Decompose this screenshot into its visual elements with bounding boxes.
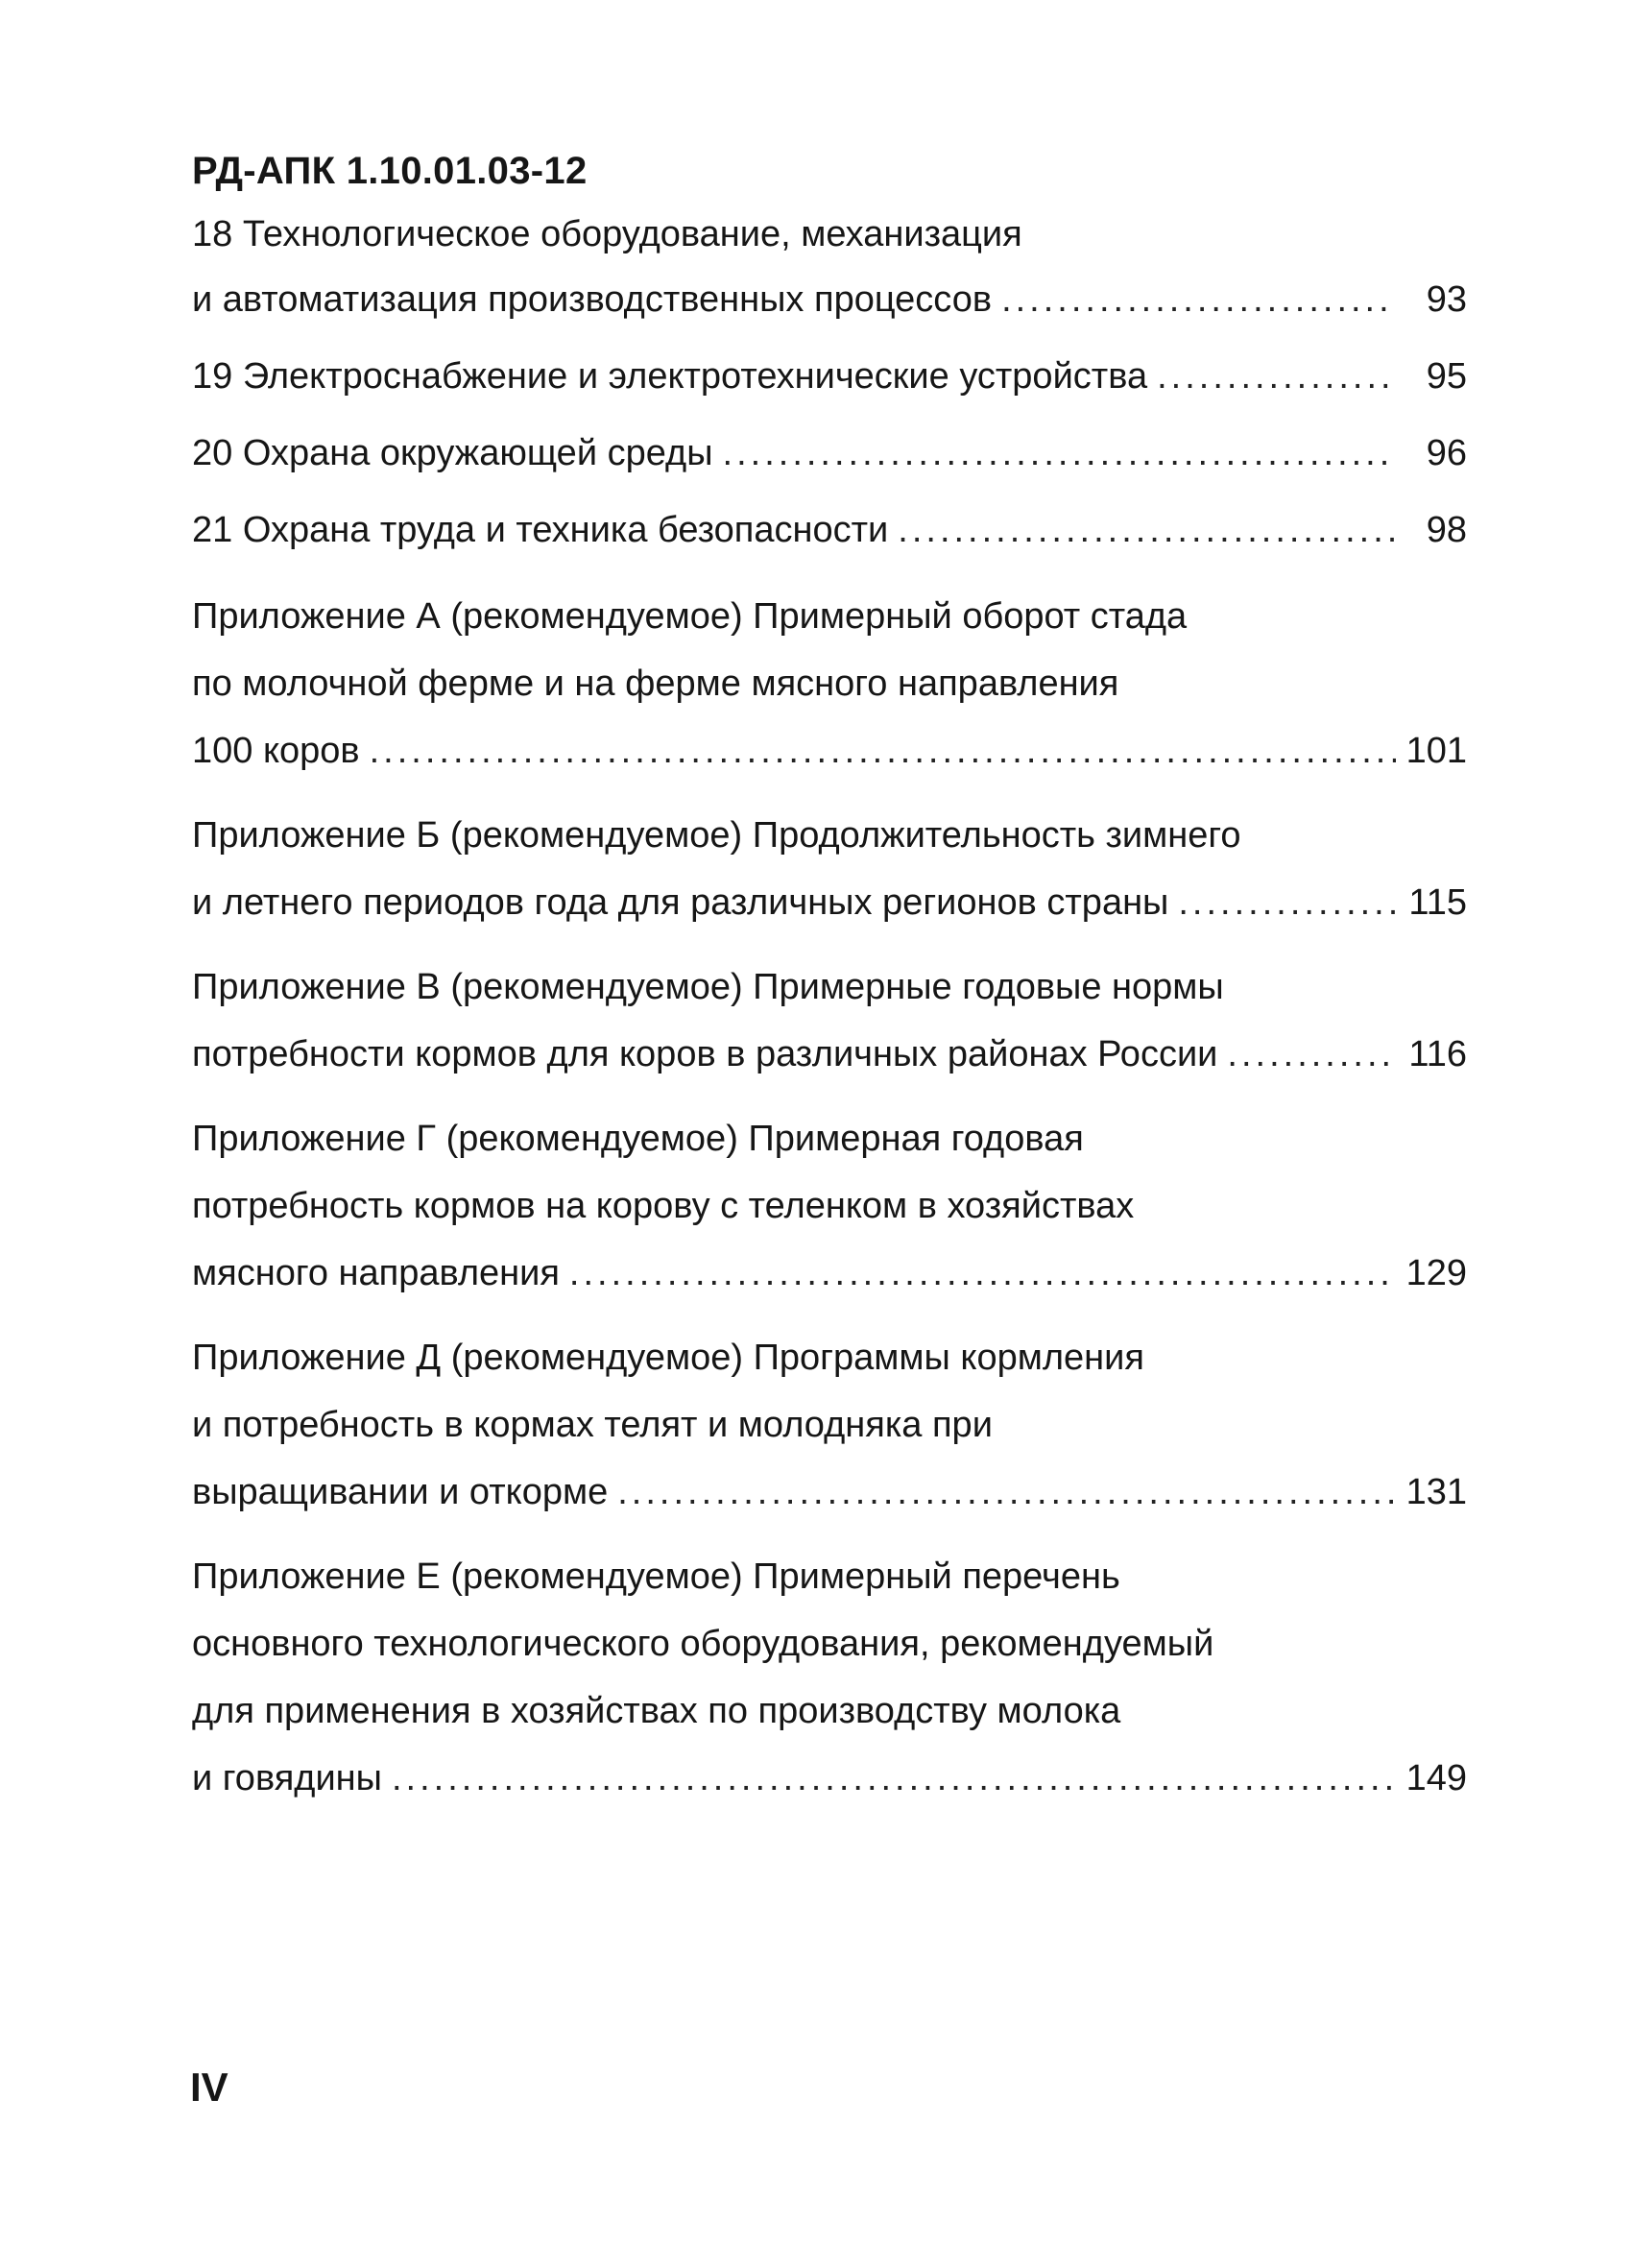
toc-page-number: 116 xyxy=(1408,1034,1467,1074)
toc-appendix-e-line-1: Приложение Е (рекомендуемое) Примерный перечень xyxy=(192,1556,1120,1597)
toc-appendix-b-line-2[interactable]: и летнего периодов года для различных регионов страны ..... 115 xyxy=(192,874,1467,931)
toc-appendix-g-line-3[interactable]: мясного направления ..... 129 xyxy=(192,1244,1467,1302)
toc-appendix-a-line-2: по молочной ферме и на ферме мясного направления xyxy=(192,664,1119,704)
leader-dots xyxy=(617,1463,1396,1521)
toc-appendix-a-line-1: Приложение А (рекомендуемое) Примерный оборот стада xyxy=(192,596,1188,637)
toc-page-number: 96 xyxy=(1426,433,1467,473)
leader-dots xyxy=(569,1244,1396,1302)
document-code: РД-АПК 1.10.01.03-12 xyxy=(192,150,588,192)
toc-appendix-v-line-1: Приложение В (рекомендуемое) Примерные годовые нормы xyxy=(192,967,1224,1007)
toc-page-number: 93 xyxy=(1426,279,1467,320)
toc-page-number: 131 xyxy=(1405,1472,1467,1512)
leader-dots xyxy=(898,501,1396,559)
toc-entry-18-line-2[interactable]: и автоматизация производственных процессов ..... 93 xyxy=(192,271,1467,328)
toc-appendix-d-line-3[interactable]: выращивании и откорме ..... 131 xyxy=(192,1463,1467,1521)
page-number: IV xyxy=(190,2064,228,2110)
leader-dots xyxy=(1157,348,1396,405)
toc-entry-18-line-1: 18 Технологическое оборудование, механизация xyxy=(192,214,1022,254)
toc-entry-19[interactable]: 19 Электроснабжение и электротехнические устройства ..... 95 xyxy=(192,348,1467,405)
toc-page-number: 149 xyxy=(1405,1758,1467,1798)
toc-appendix-d-line-2: и потребность в кормах телят и молодняка при xyxy=(192,1405,993,1445)
leader-dots xyxy=(1227,1025,1396,1083)
toc-appendix-e-line-3: для применения в хозяйствах по производству молока xyxy=(192,1691,1121,1731)
toc-appendix-b-line-1: Приложение Б (рекомендуемое) Продолжительность зимнего xyxy=(192,815,1241,856)
toc-page-number: 101 xyxy=(1405,731,1467,771)
toc-page-number: 129 xyxy=(1405,1253,1467,1293)
leader-dots xyxy=(723,424,1396,482)
toc-page-number: 115 xyxy=(1408,882,1467,923)
toc-appendix-g-line-2: потребность кормов на корову с теленком в хозяйствах xyxy=(192,1186,1135,1226)
toc-page-number: 98 xyxy=(1426,510,1467,550)
toc-appendix-d-line-1: Приложение Д (рекомендуемое) Программы кормления xyxy=(192,1338,1144,1378)
leader-dots xyxy=(1001,271,1396,328)
toc-entry-20[interactable]: 20 Охрана окружающей среды ..... 96 xyxy=(192,424,1467,482)
toc-appendix-e-line-2: основного технологического оборудования, рекомендуемый xyxy=(192,1624,1214,1664)
toc-appendix-g-line-1: Приложение Г (рекомендуемое) Примерная годовая xyxy=(192,1119,1084,1159)
leader-dots xyxy=(1178,874,1396,931)
toc-appendix-v-line-2[interactable]: потребности кормов для коров в различных районах России ..... 116 xyxy=(192,1025,1467,1083)
toc-appendix-a-line-3[interactable]: 100 коров ..... 101 xyxy=(192,722,1467,780)
leader-dots xyxy=(392,1749,1396,1807)
toc-appendix-e-line-4[interactable]: и говядины ..... 149 xyxy=(192,1749,1467,1807)
toc-page-number: 95 xyxy=(1426,356,1467,397)
leader-dots xyxy=(370,722,1396,780)
toc-entry-21[interactable]: 21 Охрана труда и техника безопасности ..... 98 xyxy=(192,501,1467,559)
